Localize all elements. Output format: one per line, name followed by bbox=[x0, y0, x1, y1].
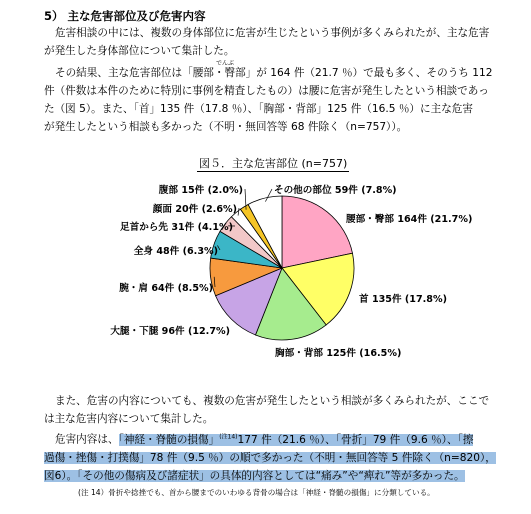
pie-label-value: 125件 (16.5%) bbox=[326, 348, 402, 359]
pie-label-category: その他の部位 bbox=[274, 185, 332, 196]
text-line: 件（件数は本件のために特別に事例を精査したもの）は腰に危害が発生したという相談であっ bbox=[44, 85, 489, 97]
pie-label-value: 96件 (12.7%) bbox=[161, 326, 230, 337]
paragraph-content-detail bbox=[44, 428, 524, 485]
pie-label-category: 首 bbox=[359, 294, 369, 305]
pie-label-value: 48件 (6.3%) bbox=[156, 246, 218, 257]
ruby-annotation: でんぶ bbox=[216, 60, 235, 67]
footnote: (注 14）骨折や捻挫でも、首から腰までのいわゆる背骨の場合は「神経・脊髄の損傷」に分類している。 bbox=[78, 488, 435, 497]
pie-label bbox=[153, 201, 237, 215]
text-span: 177 件（21.6 ％）、「骨折」79 件（9.6 ％）、「擦 bbox=[237, 433, 474, 446]
pie-label bbox=[275, 345, 401, 359]
pie-label-value: 64件 (8.5%) bbox=[151, 283, 213, 294]
text-line bbox=[44, 449, 524, 467]
pie-label-category: 足首から先 bbox=[120, 222, 168, 233]
pie-label bbox=[359, 291, 447, 305]
pie-label-category: 腰部・臀部 bbox=[346, 214, 394, 225]
pie-label-category: 腕・肩 bbox=[119, 283, 148, 294]
text-line: が発生した身体部位について集計した。 bbox=[44, 45, 235, 57]
chart-title: 図５．主な危害部位 (n=757) bbox=[199, 157, 348, 170]
pie-label-category: 全身 bbox=[133, 246, 153, 257]
section-title: 5） 主な危害部位及び危害内容 bbox=[44, 9, 206, 23]
pie-label-value: 59件 (7.8%) bbox=[334, 185, 397, 196]
pie-label-category: 腹部 bbox=[158, 185, 178, 196]
pie-label bbox=[159, 182, 243, 196]
text-line bbox=[44, 467, 524, 485]
text-line: は主な危害内容について集計した。 bbox=[44, 413, 214, 425]
text-line: また、危害の内容についても、複数の危害が発生したという相談が多くみられたが、ここで bbox=[55, 395, 490, 407]
text-span: 危害内容は、 bbox=[55, 433, 119, 446]
pie-label bbox=[274, 182, 397, 196]
pie-label-value: 20件 (2.6%) bbox=[175, 204, 237, 215]
pie-label bbox=[346, 211, 472, 225]
pie-label-value: 164件 (21.7%) bbox=[397, 214, 473, 225]
pie-label-value: 135件 (17.8%) bbox=[371, 294, 447, 305]
highlighted-text bbox=[119, 434, 474, 446]
pie-label bbox=[134, 243, 218, 257]
pie-label-category: 顔面 bbox=[152, 204, 172, 215]
paragraph-content-intro bbox=[44, 392, 514, 428]
pie-label-category: 大腿・下腿 bbox=[110, 326, 159, 337]
text-line: た（図 5）。また、「首」135 件（17.8 ％）、「胸部・背部」125 件（16.5 ％）に主な危害 bbox=[44, 103, 473, 115]
pie-label-value: 15件 (2.0%) bbox=[181, 185, 243, 196]
text-line: その結果、主な危害部位は「腰部・臀部」が 164 件（21.7 ％）で最も多く、そのうち 112 bbox=[55, 67, 493, 79]
pie-label bbox=[120, 219, 233, 233]
highlighted-text: 過傷・挫傷・打撲傷」78 件（9.5 ％）の順で多かった（不明・無回答等 5 件除く（n=820）， bbox=[44, 451, 496, 464]
text-span: 「神経・脊髄の損傷」 bbox=[118, 433, 220, 446]
pie-label-category: 胸部・背部 bbox=[275, 348, 323, 359]
highlighted-text: 図6）。「その他の傷病及び諸症状」の具体的内容としては“痛み”や“痺れ”等が多かった。 bbox=[44, 469, 465, 482]
pie-label-value: 31件 (4.1%) bbox=[171, 222, 233, 233]
text-line bbox=[44, 428, 524, 449]
footnote-ref: (注14) bbox=[219, 433, 238, 440]
text-line: 危害相談の中には、複数の身体部位に危害が生じたという事例が多くみられたが、主な危害 bbox=[55, 27, 490, 39]
text-line: が発生したという相談も多かった（不明・無回答等 68 件除く（n=757））。 bbox=[44, 121, 408, 133]
pie-label bbox=[119, 280, 213, 294]
pie-label bbox=[110, 323, 230, 337]
